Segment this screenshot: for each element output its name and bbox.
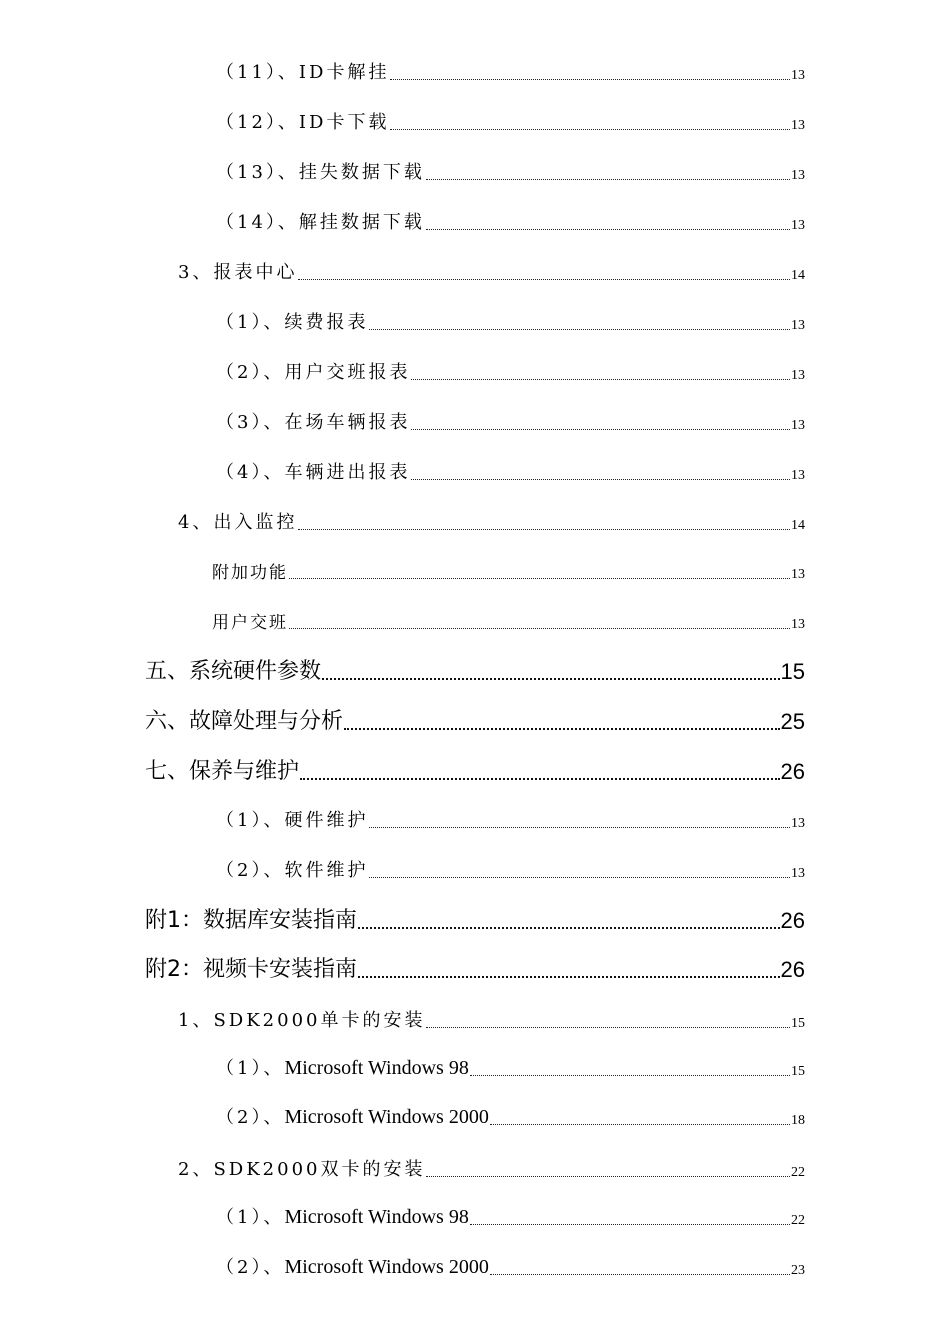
toc-page-number: 22	[791, 1165, 805, 1180]
dot-leader	[411, 378, 790, 380]
dot-leader	[298, 528, 790, 530]
toc-page-number: 13	[791, 368, 805, 383]
toc-entry-label: 2、SDK2000双卡的安装	[178, 1159, 426, 1180]
toc-page-number: 26	[780, 908, 805, 933]
toc-entry[interactable]	[216, 458, 805, 484]
toc-page-number: 13	[791, 68, 805, 83]
toc-chapter-entry[interactable]	[145, 704, 805, 735]
toc-entry-prefix: （2）、	[216, 1107, 285, 1128]
toc-entry-os-name: Microsoft Windows 98	[284, 1057, 469, 1079]
toc-entry[interactable]	[216, 158, 805, 184]
toc-entry[interactable]	[216, 856, 805, 882]
dot-leader	[358, 975, 780, 978]
dot-leader	[490, 1123, 790, 1125]
toc-entry[interactable]	[178, 508, 805, 534]
toc-entry[interactable]	[216, 1253, 805, 1279]
dot-leader	[426, 228, 790, 230]
dot-leader	[358, 926, 780, 929]
toc-entry[interactable]	[216, 108, 805, 134]
dot-leader	[490, 1273, 790, 1275]
toc-entry-prefix: （2）、	[216, 1257, 285, 1278]
toc-entry-label: 附1：数据库安装指南	[145, 908, 357, 933]
toc-entry-label: （3）、在场车辆报表	[216, 412, 411, 433]
dot-leader	[298, 278, 790, 280]
toc-page-number: 26	[780, 957, 805, 982]
toc-chapter-entry[interactable]	[145, 654, 805, 685]
dot-leader	[369, 876, 790, 878]
toc-entry[interactable]	[216, 408, 805, 434]
toc-entry-label: 七、保养与维护	[145, 759, 300, 784]
toc-entry-label: （1）、硬件维护	[216, 810, 369, 831]
toc-page-number: 26	[780, 759, 805, 784]
toc-entry-os-name: Microsoft Windows 98	[284, 1206, 469, 1228]
toc-entry-label: 1、SDK2000单卡的安装	[178, 1010, 426, 1031]
toc-entry-label: （1）、续费报表	[216, 312, 369, 333]
dot-leader	[470, 1074, 790, 1076]
toc-chapter-entry[interactable]	[145, 952, 805, 983]
toc-page-number: 13	[791, 168, 805, 183]
toc-entry[interactable]	[216, 1103, 805, 1129]
toc-entry-label: （12）、ID卡下载	[216, 112, 390, 133]
toc-page-number: 13	[791, 418, 805, 433]
toc-chapter-entry[interactable]	[145, 754, 805, 785]
toc-page-number: 13	[791, 617, 805, 632]
toc-entry[interactable]	[216, 806, 805, 832]
toc-entry[interactable]	[216, 58, 805, 84]
toc-entry-label	[216, 1054, 469, 1080]
toc-page-number: 13	[791, 468, 805, 483]
toc-page-number: 25	[780, 709, 805, 734]
dot-leader	[322, 677, 780, 680]
toc-entry-label: 附2：视频卡安装指南	[145, 957, 357, 982]
dot-leader	[470, 1223, 790, 1225]
toc-entry-os-name: Microsoft Windows 2000	[284, 1106, 489, 1128]
toc-entry[interactable]	[178, 258, 805, 284]
toc-entry-label: 4、出入监控	[178, 512, 298, 533]
toc-page-number: 22	[791, 1213, 805, 1228]
toc-entry-label: （2）、用户交班报表	[216, 362, 411, 383]
toc-entry[interactable]	[216, 208, 805, 234]
dot-leader	[411, 478, 790, 480]
toc-page-number: 15	[780, 659, 805, 684]
dot-leader	[289, 627, 790, 629]
toc-entry-label: 用户交班	[212, 613, 288, 633]
toc-page-number: 14	[791, 268, 805, 283]
toc-entry[interactable]	[212, 608, 805, 633]
toc-entry-label: （2）、软件维护	[216, 860, 369, 881]
dot-leader	[426, 1026, 790, 1028]
toc-entry[interactable]	[212, 558, 805, 583]
toc-entry[interactable]	[216, 358, 805, 384]
toc-entry[interactable]	[178, 1006, 805, 1032]
toc-page-number: 18	[791, 1113, 805, 1128]
toc-entry-label	[216, 1253, 489, 1279]
toc-entry[interactable]	[216, 1203, 805, 1229]
toc-page-number: 13	[791, 218, 805, 233]
dot-leader	[411, 428, 790, 430]
toc-entry-label: （13）、挂失数据下载	[216, 162, 425, 183]
toc-entry[interactable]	[216, 308, 805, 334]
toc-page-number: 15	[791, 1016, 805, 1031]
toc-page-number: 13	[791, 318, 805, 333]
toc-page-number: 13	[791, 816, 805, 831]
dot-leader	[426, 178, 790, 180]
toc-entry-label: 六、故障处理与分析	[145, 709, 344, 734]
toc-page-number: 13	[791, 567, 805, 582]
toc-page-number: 13	[791, 118, 805, 133]
toc-entry-label	[216, 1203, 469, 1229]
toc-entry-label: 五、系统硬件参数	[145, 659, 322, 684]
dot-leader	[426, 1175, 790, 1177]
toc-page-number: 13	[791, 866, 805, 881]
toc-chapter-entry[interactable]	[145, 903, 805, 934]
toc-entry-prefix: （1）、	[216, 1058, 285, 1079]
toc-entry[interactable]	[178, 1155, 805, 1181]
dot-leader	[369, 826, 790, 828]
dot-leader	[369, 328, 790, 330]
toc-entry-label: 3、报表中心	[178, 262, 298, 283]
toc-page-number: 14	[791, 518, 805, 533]
dot-leader	[289, 577, 790, 579]
toc-page-number: 23	[791, 1263, 805, 1278]
toc-entry-prefix: （1）、	[216, 1207, 285, 1228]
toc-entry-label: 附加功能	[212, 563, 288, 583]
dot-leader	[300, 777, 780, 780]
toc-entry-label	[216, 1103, 489, 1129]
toc-entry[interactable]	[216, 1054, 805, 1080]
toc-entry-os-name: Microsoft Windows 2000	[284, 1256, 489, 1278]
dot-leader	[390, 78, 790, 80]
toc-page-number: 15	[791, 1064, 805, 1079]
dot-leader	[344, 727, 780, 730]
dot-leader	[390, 128, 790, 130]
toc-entry-label: （14）、解挂数据下载	[216, 212, 425, 233]
toc-entry-label: （11）、ID卡解挂	[216, 62, 390, 83]
toc-entry-label: （4）、车辆进出报表	[216, 462, 411, 483]
